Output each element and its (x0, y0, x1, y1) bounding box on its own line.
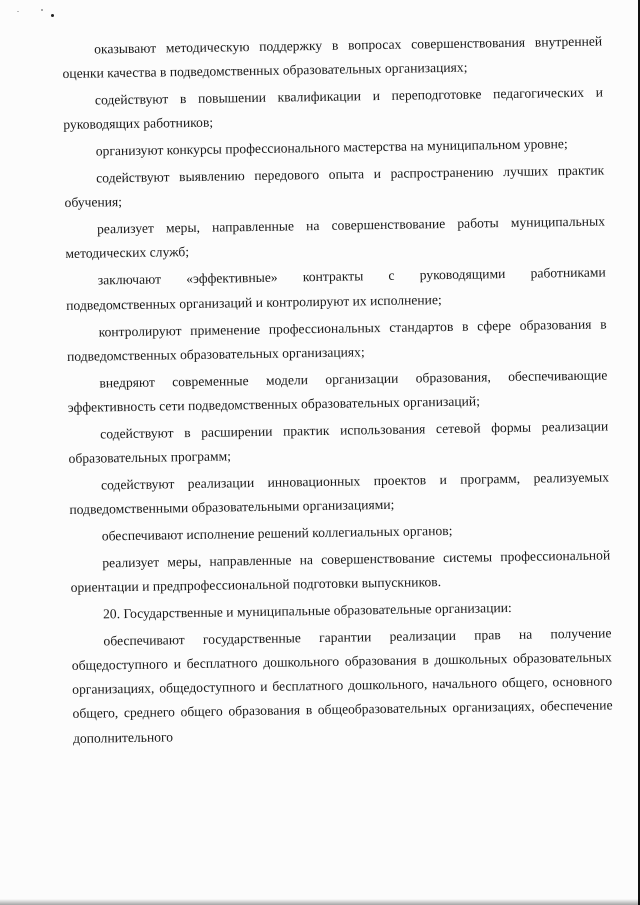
paragraph: обеспечивают государственные гарантии реализации прав на получение общедоступного и бесплатного дошкольного образования в дошкольных образовательных организациях, общедоступного и бесплатного дошкольного, начального общего, основного общего, среднего общего образования в общеобразовательных организациях, обеспечение дополнительного (71, 625, 613, 746)
paragraph: содействуют реализации инновационных проектов и программ, реализуемых подведомственными образовательными организациями; (69, 469, 610, 517)
scan-speck (41, 9, 43, 11)
paragraph: реализует меры, направленные на совершенствование системы профессиональной ориентации и предпрофессиональной подготовки выпускников. (70, 547, 611, 595)
paragraph: контролируют применение профессиональных стандартов в сфере образования в подведомственных образовательных организациях; (66, 315, 607, 364)
paragraph: содействуют в повышении квалификации и переподготовке педагогических и руководящих работников; (63, 84, 604, 133)
paragraph: реализует меры, направленные на совершенствование работы муниципальных методических служб; (65, 213, 606, 262)
paragraph: оказывают методическую поддержку в вопросах совершенствования внутренней оценки качества в подведомственных образовательных организациях; (62, 33, 603, 82)
scan-bottom-shadow (0, 899, 640, 905)
scan-speck (17, 11, 19, 12)
paragraph: внедряют современные модели организации образования, обеспечивающие эффективность сети подведомственных образовательных организаций; (67, 367, 608, 415)
paragraph: заключают «эффективные» контракты с руководящими работниками подведомственных организаций и контролируют их исполнение; (66, 264, 606, 313)
scan-speck (51, 14, 54, 17)
document-text (62, 30, 613, 754)
paragraph: обеспечивают исполнение решений коллегиальных органов; (101, 522, 453, 544)
paragraph: содействуют выявлению передового опыта и распространению лучших практик обучения; (64, 162, 605, 211)
paragraph: содействуют в расширении практик использования сетевой формы реализации образовательных программ; (68, 418, 609, 466)
section-heading: 20. Государственные и муниципальные образовательные организации: (102, 600, 512, 622)
paragraph: организуют конкурсы профессионального мастерства на муниципальном уровне; (95, 136, 568, 159)
